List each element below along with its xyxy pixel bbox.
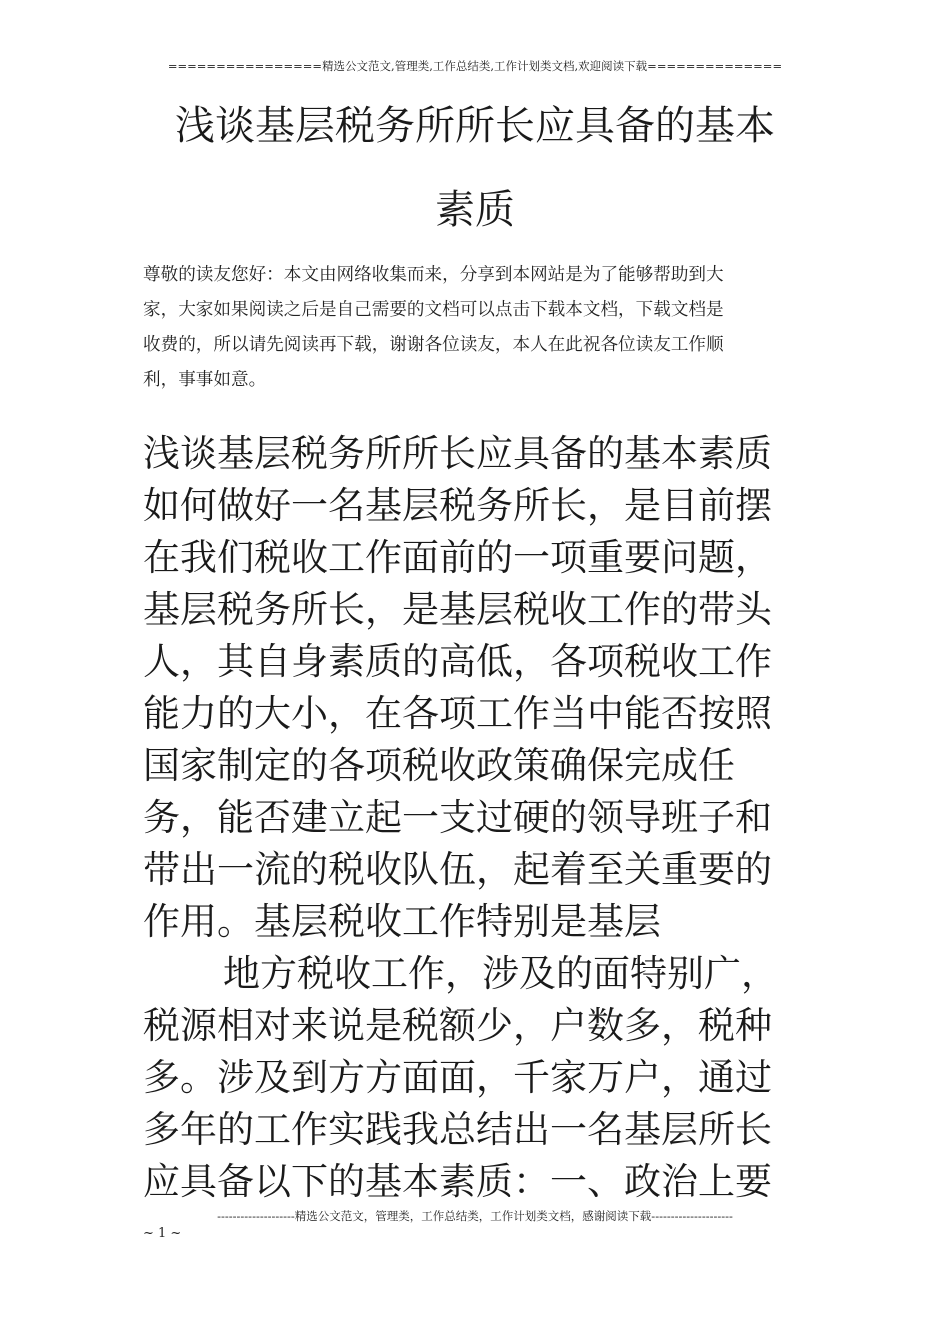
document-title <box>143 84 807 252</box>
body-line: 多年的工作实践我总结出一名基层所长 <box>143 1108 772 1151</box>
title-line-2: 素质 <box>435 187 515 233</box>
body-line: 在我们税收工作面前的一项重要问题， <box>143 536 772 579</box>
body-line: 基层税务所长，是基层税收工作的带头 <box>143 588 772 631</box>
body-line: 税源相对来说是税额少，户数多，税种 <box>143 1004 772 1047</box>
body-line: 带出一流的税收队伍，起着至关重要的 <box>143 848 772 891</box>
body-line: 应具备以下的基本素质：一、政治上要 <box>143 1160 772 1203</box>
body-line: 人，其自身素质的高低，各项税收工作 <box>143 640 772 683</box>
body-line: 如何做好一名基层税务所长，是目前摆 <box>143 484 772 527</box>
body-line: 多。涉及到方方面面，千家万户，通过 <box>143 1056 772 1099</box>
footer-banner: --------------------精选公文范文，管理类，工作总结类，工作计划类文档，感谢阅读下载--------------------- <box>217 1209 733 1223</box>
header-banner: ================精选公文范文,管理类,工作总结类,工作计划类文档,欢迎阅读下载============== <box>167 59 783 73</box>
notice-line: 尊敬的读友您好：本文由网络收集而来，分享到本网站是为了能够帮助到大 <box>143 265 724 285</box>
page-number: ~ 1 ~ <box>143 1226 182 1241</box>
reader-notice <box>143 258 803 398</box>
notice-line: 利，事事如意。 <box>143 370 267 390</box>
notice-line: 家，大家如果阅读之后是自己需要的文档可以点击下载本文档，下载文档是 <box>143 300 724 320</box>
body-line: 作用。基层税收工作特别是基层 <box>143 900 661 943</box>
body-line: 国家制定的各项税收政策确保完成任 <box>143 744 735 787</box>
body-line: 浅谈基层税务所所长应具备的基本素质 <box>143 432 772 475</box>
body-line: 务，能否建立起一支过硬的领导班子和 <box>143 796 772 839</box>
article-body <box>143 428 807 1208</box>
body-line-indented: 地方税收工作，涉及的面特别广， <box>223 952 778 995</box>
title-line-1: 浅谈基层税务所所长应具备的基本 <box>175 103 775 149</box>
body-line: 能力的大小，在各项工作当中能否按照 <box>143 692 772 735</box>
notice-line: 收费的，所以请先阅读再下载，谢谢各位读友，本人在此祝各位读友工作顺 <box>143 335 724 355</box>
